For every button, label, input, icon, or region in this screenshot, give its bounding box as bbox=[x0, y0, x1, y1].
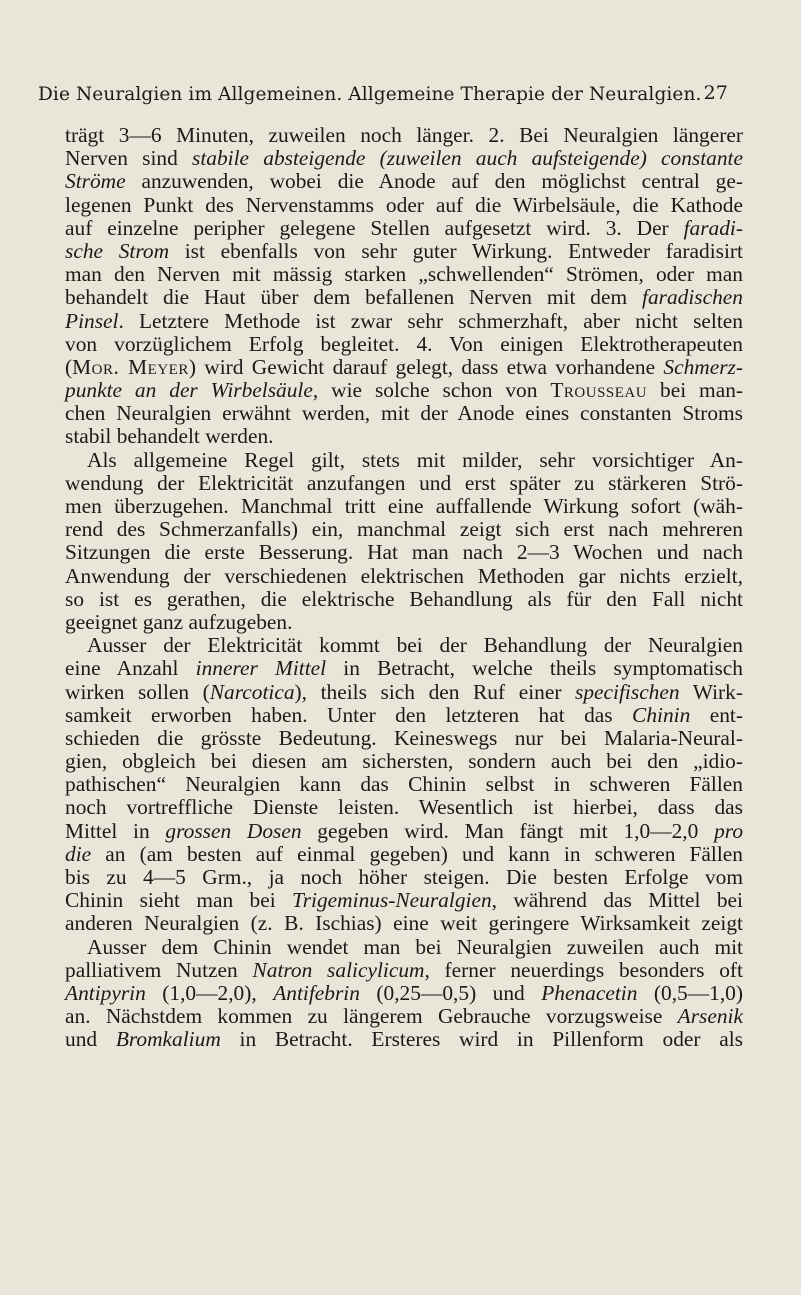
italic-term: Trigeminus-Neuralgien bbox=[292, 888, 492, 913]
text-line: Ausser der Elektricität kommt bei der Behandlung der Neuralgien bbox=[87, 633, 743, 658]
text-line: Ausser dem Chinin wendet man bei Neuralgien zuweilen auch mit bbox=[87, 934, 743, 959]
text-line: rend des Schmerzanfalls) ein, manchmal zeigt sich erst nach mehreren bbox=[65, 517, 743, 542]
text-line: sche Strom ist ebenfalls von sehr guter Wirkung. Entweder faradisirt bbox=[65, 238, 744, 263]
italic-term: Antipyrin bbox=[65, 980, 146, 1005]
italic-term: Narcotica bbox=[209, 679, 295, 704]
text-line: Als allgemeine Regel gilt, stets mit milder, sehr vorsichtiger An- bbox=[87, 447, 743, 472]
italic-term: Natron salicylicum bbox=[252, 957, 425, 982]
text-line: gien, obgleich bei diesen am sichersten, sondern auch bei den „idio- bbox=[65, 749, 743, 774]
text-line: an. Nächstdem kommen zu längerem Gebrauche vorzugsweise Arsenik bbox=[65, 1004, 743, 1029]
text-line: eine Anzahl innerer Mittel in Betracht, welche theils symptomatisch bbox=[65, 656, 743, 681]
text-line: man den Nerven mit mässig starken „schwellenden“ Strömen, oder man bbox=[65, 262, 743, 287]
text-line: chen Neuralgien erwähnt werden, mit der Anode eines constanten Stroms bbox=[65, 401, 743, 426]
text-line: wirken sollen (Narcotica), theils sich den Ruf einer specifischen Wirk- bbox=[65, 679, 743, 704]
author-name: Mor. Meyer bbox=[72, 354, 189, 379]
italic-term: Arsenik bbox=[677, 1004, 743, 1029]
running-header bbox=[38, 70, 728, 110]
italic-term: faradi- bbox=[683, 215, 743, 240]
text-line: so ist es gerathen, die elektrische Behandlung als für den Fall nicht bbox=[65, 586, 743, 611]
italic-term: pro bbox=[714, 818, 744, 843]
text-line: anderen Neuralgien (z. B. Ischias) eine weit geringere Wirksamkeit zeigt bbox=[65, 911, 743, 936]
text-line: Chinin sieht man bei Trigeminus-Neuralgien, während das Mittel bei bbox=[65, 888, 743, 913]
text-line: legenen Punkt des Nervenstamms oder auf die Wirbelsäule, die Kathode bbox=[65, 192, 743, 217]
text-line: noch vortreffliche Dienste leisten. Wesentlich ist hierbei, dass das bbox=[65, 795, 743, 820]
text-line: behandelt die Haut über dem befallenen Nerven mit dem faradischen bbox=[65, 285, 743, 310]
text-line: stabil behandelt werden. bbox=[65, 424, 274, 449]
text-line: schieden die grösste Bedeutung. Keineswegs nur bei Malaria-Neural- bbox=[65, 725, 743, 750]
text-line: Ströme anzuwenden, wobei die Anode auf den möglichst central ge- bbox=[65, 169, 743, 194]
italic-term: faradischen bbox=[642, 285, 743, 310]
text-line: Antipyrin (1,0—2,0), Antifebrin (0,25—0,5) und Phenacetin (0,5—1,0) bbox=[65, 980, 743, 1005]
italic-term: sche Strom bbox=[65, 238, 170, 263]
italic-term: Pinsel bbox=[65, 308, 119, 333]
page-number: 27 bbox=[703, 82, 728, 104]
text-line: von vorzüglichem Erfolg begleitet. 4. Von einigen Elektrotherapeuten bbox=[65, 331, 743, 356]
italic-term: grossen Dosen bbox=[165, 818, 302, 843]
text-line: wendung der Elektricität anzufangen und erst später zu stärkeren Strö- bbox=[65, 470, 743, 495]
text-line: geeignet ganz aufzugeben. bbox=[65, 609, 293, 634]
italic-term: Bromkalium bbox=[115, 1027, 221, 1052]
text-line: Mittel in grossen Dosen gegeben wird. Man fängt mit 1,0—2,0 pro bbox=[65, 818, 744, 843]
italic-term: Ströme bbox=[65, 169, 126, 194]
text-line: auf einzelne peripher gelegene Stellen aufgesetzt wird. 3. Der faradi- bbox=[65, 215, 743, 240]
text-line: Nerven sind stabile absteigende (zuweilen auch aufsteigende) constante bbox=[65, 146, 743, 171]
text-line: trägt 3—6 Minuten, zuweilen noch länger. 2. Bei Neuralgien längerer bbox=[65, 123, 743, 147]
text-line: pathischen“ Neuralgien kann das Chinin selbst in schweren Fällen bbox=[65, 772, 743, 797]
text-line: Sitzungen die erste Besserung. Hat man nach 2—3 Wochen und nach bbox=[65, 540, 743, 565]
text-line: (Mor. Meyer) wird Gewicht darauf gelegt, dass etwa vorhandene Schmerz- bbox=[65, 354, 743, 379]
body-text bbox=[65, 124, 743, 1052]
italic-term: innerer Mittel bbox=[195, 656, 327, 681]
italic-term: stabile absteigende (zuweilen auch aufsteigende) constante bbox=[192, 146, 743, 171]
italic-term: die bbox=[65, 841, 92, 866]
italic-term: Phenacetin bbox=[541, 980, 638, 1005]
running-title: Die Neuralgien im Allgemeinen. Allgemeine Therapie der Neuralgien. bbox=[38, 84, 702, 105]
text-line: und Bromkalium in Betracht. Ersteres wird in Pillenform oder als bbox=[65, 1027, 743, 1052]
text-line: palliativem Nutzen Natron salicylicum, ferner neuerdings besonders oft bbox=[65, 957, 743, 982]
text-line: bis zu 4—5 Grm., ja noch höher steigen. Die besten Erfolge vom bbox=[65, 865, 743, 889]
italic-term: Chinin bbox=[632, 702, 691, 727]
text-line: samkeit erworben haben. Unter den letzteren hat das Chinin ent- bbox=[65, 702, 743, 727]
italic-term: Schmerz- bbox=[663, 354, 743, 379]
text-line: men überzugehen. Manchmal tritt eine auffallende Wirkung sofort (wäh- bbox=[65, 494, 743, 518]
author-name: Trousseau bbox=[550, 378, 648, 403]
text-line: Pinsel. Letztere Methode ist zwar sehr schmerzhaft, aber nicht selten bbox=[65, 308, 743, 333]
text-line: die an (am besten auf einmal gegeben) und kann in schweren Fällen bbox=[65, 841, 743, 866]
text-line: punkte an der Wirbelsäule, wie solche schon von Trousseau bei man- bbox=[65, 378, 744, 403]
italic-term: Antifebrin bbox=[273, 980, 360, 1005]
italic-term: punkte an der Wirbelsäule bbox=[65, 378, 313, 403]
italic-term: specifischen bbox=[575, 679, 680, 704]
text-line: Anwendung der verschiedenen elektrischen Methoden gar nichts erzielt, bbox=[65, 563, 743, 588]
